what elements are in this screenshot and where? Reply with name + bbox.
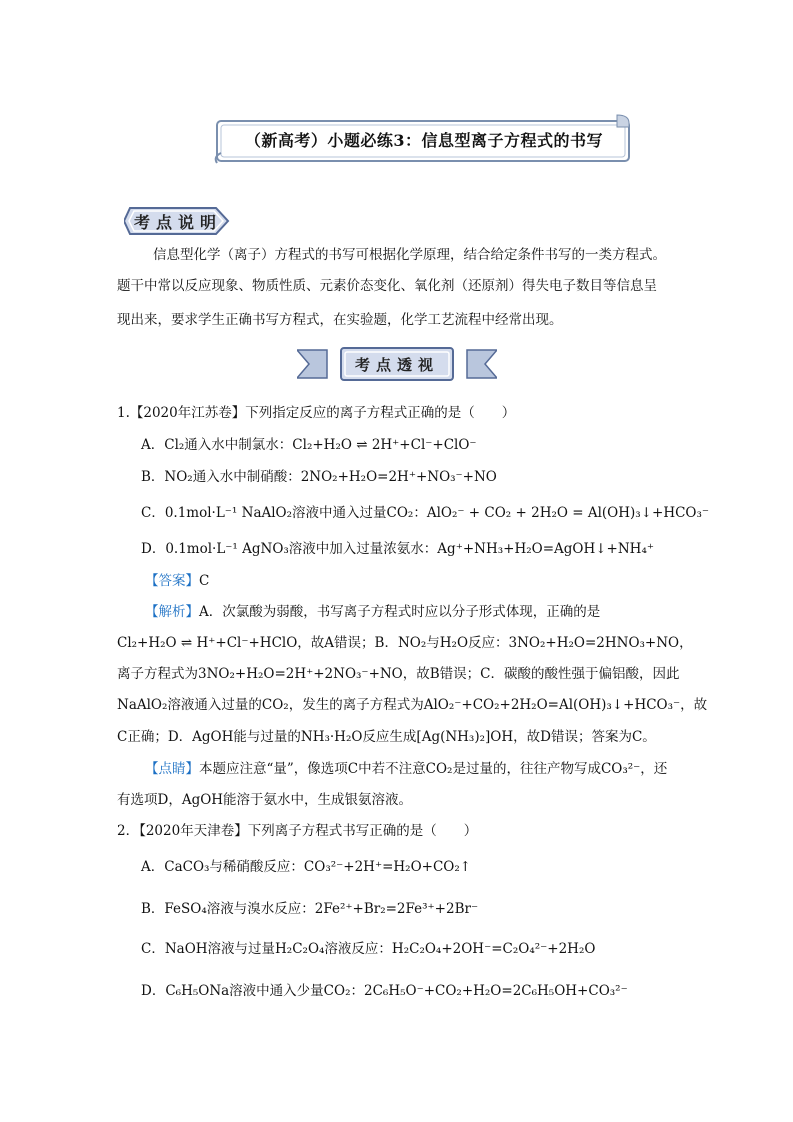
intro-line-1: 信息型化学（离子）方程式的书写可根据化学原理，结合给定条件书写的一类方程式。 [153, 247, 666, 263]
q1-analysis-line-3: 离子方程式为3NO₂+H₂O=2H⁺+2NO₃⁻+NO，故B错误；C．碳酸的酸性强于偏铝酸，因此 [117, 666, 680, 682]
q2-option-d: D．C₆H₅ONa溶液中通入少量CO₂：2C₆H₅O⁻+CO₂+H₂O=2C₆H₅OH+CO₃²⁻ [141, 983, 628, 999]
q2-option-c: C．NaOH溶液与过量H₂C₂O₄溶液反应：H₂C₂O₄+2OH⁻=C₂O₄²⁻+2H₂O [141, 941, 596, 957]
intro-line-3: 现出来，要求学生正确书写方程式，在实验题，化学工艺流程中经常出现。 [117, 312, 563, 328]
q1-option-c: C．0.1mol·L⁻¹ NaAlO₂溶液中通入过量CO₂：AlO₂⁻ + CO₂ + 2H₂O = Al(OH)₃↓+HCO₃⁻ [141, 505, 710, 521]
intro-line-2: 题干中常以反应现象、物质性质、元素价态变化、氧化剂（还原剂）得失电子数目等信息呈 [117, 278, 657, 294]
q2-stem: 2．【2020年天津卷】下列离子方程式书写正确的是（ ） [117, 823, 478, 839]
answer-value: C [199, 573, 210, 589]
q1-analysis-line-5: C正确；D．AgOH能与过量的NH₃·H₂O反应生成[Ag(NH₃)₂]OH，故D错误；答案为C。 [117, 729, 656, 745]
tip-text: 本题应注意“量”，像选项C中若不注意CO₂是过量的，往往产物写成CO₃²⁻，还 [199, 761, 668, 777]
q1-analysis-line-4: NaAlO₂溶液通入过量的CO₂，发生的离子方程式为AlO₂⁻+CO₂+2H₂O=Al(OH)₃↓+HCO₃⁻，故 [117, 697, 708, 713]
banner-label: 考点透视 [354, 356, 439, 374]
analysis-tag: 【解析】 [145, 604, 199, 620]
q1-tip-line-2: 有选项D，AgOH能溶于氨水中，生成银氨溶液。 [117, 792, 413, 808]
q1-option-d: D．0.1mol·L⁻¹ AgNO₃溶液中加入过量浓氨水：Ag⁺+NH₃+H₂O=AgOH↓+NH₄⁺ [141, 541, 654, 557]
section-badge-explanation [124, 204, 232, 238]
q1-option-a: A．Cl₂通入水中制氯水：Cl₂+H₂O ⇌ 2H⁺+Cl⁻+ClO⁻ [141, 437, 477, 453]
answer-tag: 【答案】 [145, 573, 199, 589]
q1-answer [145, 572, 209, 590]
q1-analysis-line-1 [145, 603, 600, 621]
page-title: （新高考）小题必练3：信息型离子方程式的书写 [244, 131, 604, 150]
section-banner-insight [297, 346, 497, 382]
q2-option-a: A．CaCO₃与稀硝酸反应：CO₃²⁻+2H⁺=H₂O+CO₂↑ [141, 859, 472, 875]
q2-option-b: B．FeSO₄溶液与溴水反应：2Fe²⁺+Br₂=2Fe³⁺+2Br⁻ [141, 901, 479, 917]
q1-option-b: B．NO₂通入水中制硝酸：2NO₂+H₂O=2H⁺+NO₃⁻+NO [141, 469, 497, 485]
title-banner [213, 113, 635, 165]
q1-stem: 1.【2020年江苏卷】下列指定反应的离子方程式正确的是（ ） [117, 405, 516, 421]
analysis-text: A．次氯酸为弱酸，书写离子方程式时应以分子形式体现，正确的是 [199, 604, 601, 620]
tip-tag: 【点睛】 [145, 761, 199, 777]
badge-label: 考点说明 [133, 213, 222, 232]
q1-tip-line-1 [145, 760, 667, 778]
q1-analysis-line-2: Cl₂+H₂O ⇌ H⁺+Cl⁻+HClO，故A错误；B．NO₂与H₂O反应：3NO₂+H₂O=2HNO₃+NO， [117, 635, 693, 651]
